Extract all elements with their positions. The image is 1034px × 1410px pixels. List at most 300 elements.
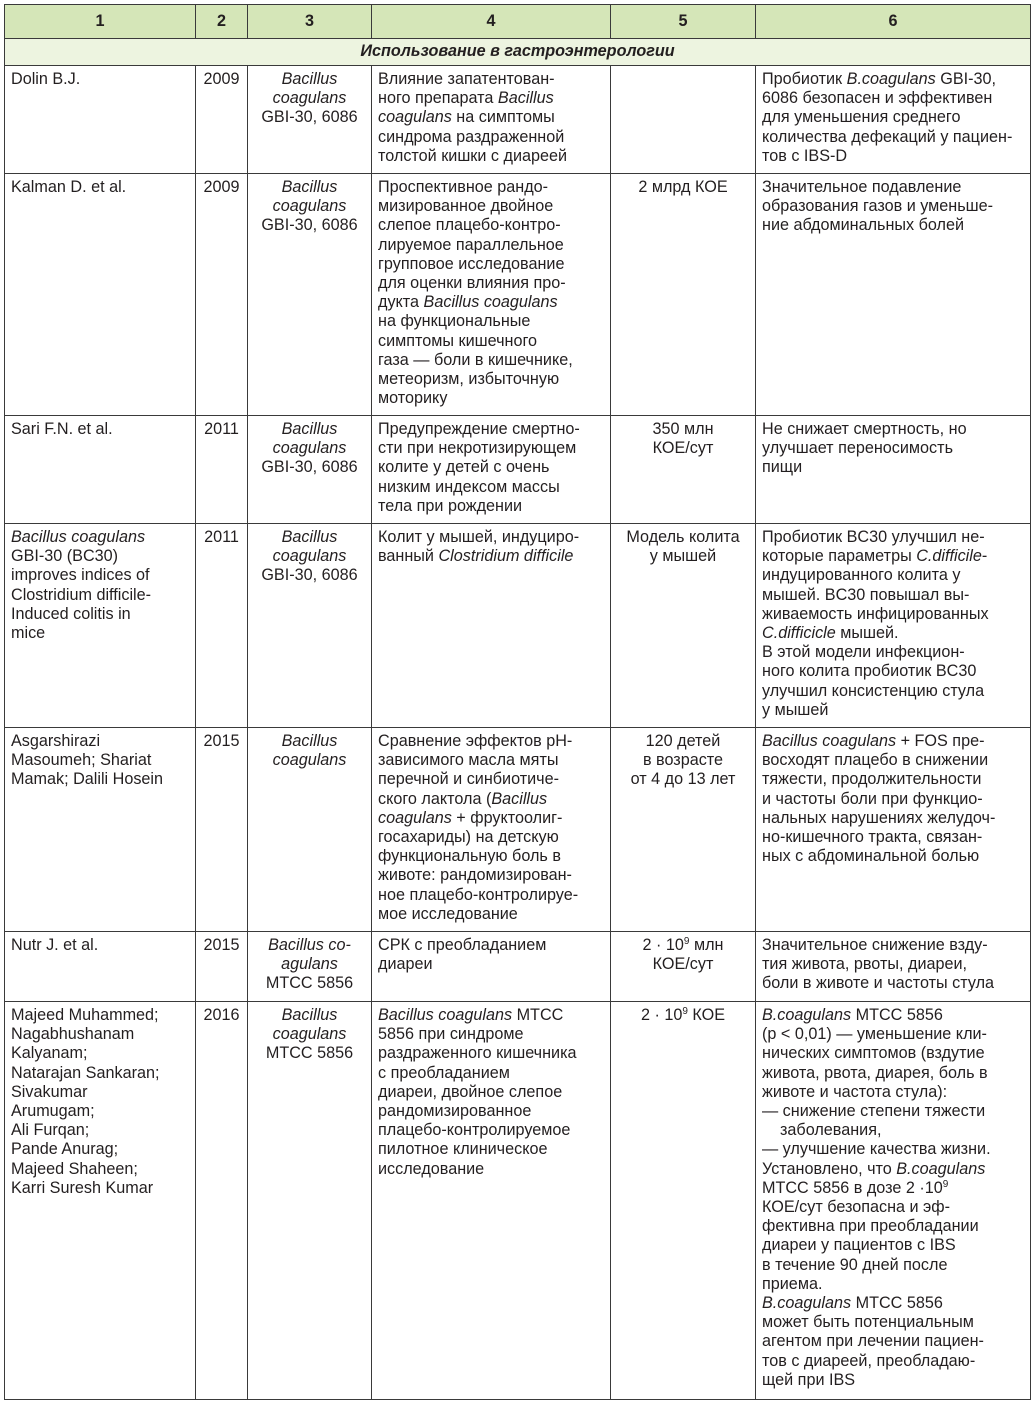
cell-line [202,70,241,89]
table-row [5,932,1031,1002]
cell-line [762,1352,1024,1371]
text-run: исследование [378,1159,485,1178]
col-header-2: 2 [196,5,248,39]
cell-line [378,1025,604,1044]
cell-result [756,174,1031,416]
text-run: и частоты боли при функцио- [762,789,983,808]
text-run: Mamak; Dalili Hosein [11,770,164,789]
cell-strain [248,524,372,728]
cell-line [762,586,1024,605]
text-run: Clostridium difficile [438,547,574,566]
cell-line [378,370,604,389]
text-run: КОЕ [687,1006,726,1024]
col-header-3: 3 [248,5,372,39]
cell-year [196,1002,248,1400]
cell-line [254,732,365,751]
cell-result [756,66,1031,174]
cell-line [378,389,604,408]
text-run: мизированное двойное [378,197,554,216]
cell-dose [611,524,756,728]
cell-dose [611,728,756,932]
text-run: ное плацебо-контролируе- [378,885,579,904]
cell-study [372,416,611,524]
cell-line [378,351,604,370]
text-run: Bacillus coagulans [762,732,897,750]
text-run: ванный [378,547,439,566]
cell-line [762,662,1024,681]
text-run: Induced colitis in [11,604,131,623]
cell-line [762,847,1024,866]
cell-line [11,1160,189,1179]
cell-line [762,147,1024,166]
cell-author [5,1002,196,1400]
text-run: нических симптомов (вздутие [762,1044,985,1063]
text-run: Установлено, что [762,1159,897,1178]
cell-line [378,1064,604,1083]
text-run: B.coagulans [762,1006,852,1024]
cell-line [202,528,241,547]
cell-line [254,197,365,216]
cell-line [617,439,749,458]
cell-line [762,790,1024,809]
cell-line [762,439,1024,458]
text-run: диареи, двойное слепое [378,1082,563,1101]
cell-line [254,89,365,108]
cell-line [762,1083,1024,1102]
text-run: coagulans [378,808,452,827]
cell-line [11,751,189,770]
cell-line [762,955,1024,974]
text-run: Kalman D. et al. [11,178,127,196]
text-run: coagulans [272,197,347,216]
table-body [5,39,1031,1400]
col-header-4: 4 [372,5,611,39]
text-run: 2 · 10 [640,1006,683,1024]
text-run: тела при рождении [378,496,523,515]
text-run: на функциональные [378,312,531,331]
cell-line [378,828,604,847]
text-run: 2 · 10 [642,936,684,954]
text-run: щей при IBS [762,1370,856,1389]
text-run: мое исследование [378,904,518,923]
cell-line [762,70,1024,89]
text-run: 6086 безопасен и эффективен [762,89,993,108]
text-run: — снижение степени тяжести [762,1102,986,1121]
text-run: перечной и синбиотиче- [378,770,560,789]
text-run: Asgarshirazi [11,732,101,750]
text-run: раздраженного кишечника [378,1044,577,1063]
text-run: но-кишечного тракта, связан- [762,828,983,847]
cell-line [378,1160,604,1179]
cell-result [756,932,1031,1002]
text-run: 2015 [203,732,240,750]
cell-year [196,932,248,1002]
text-run: госахариды) на детскую [378,828,559,847]
cell-line [617,936,749,955]
cell-line [254,974,365,993]
text-run: Natarajan Sankaran; [11,1063,160,1082]
cell-line [254,547,365,566]
text-run: ного препарата [378,89,498,108]
cell-line [11,1083,189,1102]
cell-line [378,332,604,351]
text-run: 2 млрд КОЕ [638,178,728,196]
cell-line [254,955,365,974]
text-run: Влияние запатентован- [378,70,555,88]
cell-study [372,524,611,728]
cell-line [11,70,189,89]
cell-line [254,216,365,235]
cell-line [378,178,604,197]
text-run: КОЕ/сут [652,439,714,458]
cell-author [5,728,196,932]
col-header-5: 5 [611,5,756,39]
data-table [4,4,1031,1400]
text-run: Nagabhushanam [11,1025,135,1044]
cell-line [762,1102,1024,1121]
text-run: живота, рвота, диарея, боль в [762,1063,988,1082]
cell-strain [248,174,372,416]
cell-dose [611,174,756,416]
cell-result [756,1002,1031,1400]
text-run: зависимого масла мяты [378,751,559,770]
cell-line [762,1313,1024,1332]
cell-line [762,1044,1024,1063]
text-run: 2016 [203,1006,240,1024]
cell-line [254,178,365,197]
text-run: 2011 [204,420,239,438]
text-run: GBI-30, [935,70,997,88]
cell-line [762,89,1024,108]
cell-year [196,728,248,932]
cell-line [254,751,365,770]
text-run: GBI-30, 6086 [261,566,358,585]
cell-line [378,312,604,331]
cell-study [372,728,611,932]
text-run: Bacillus coagulans [11,528,146,546]
text-run: Bacillus [281,178,338,196]
text-run: ного колита пробиотик BC30 [762,662,977,681]
text-run: MTCC 5856 [851,1006,943,1024]
text-run: слепое плацебо-контро- [378,216,561,235]
section-title: Использование в гастроэнтерологии [5,39,1031,66]
cell-line [378,478,604,497]
cell-line [378,751,604,770]
text-run: Majeed Shaheen; [11,1159,138,1178]
text-run: 120 детей [645,732,721,750]
text-run: coagulans [272,439,347,458]
text-run: GBI-30, 6086 [261,458,358,477]
text-run: диареи у пациентов с IBS [762,1236,956,1255]
superscript: 9 [683,936,690,947]
cell-line [762,1294,1024,1313]
cell-year [196,66,248,174]
text-run: в возрасте [642,751,724,770]
cell-line [617,420,749,439]
text-run: СРК с преобладанием [378,936,547,954]
cell-line [762,1332,1024,1351]
cell-line [378,1140,604,1159]
section-row [5,39,1031,66]
cell-strain [248,932,372,1002]
cell-line [378,732,604,751]
cell-line [11,1025,189,1044]
cell-line [11,1121,189,1140]
cell-line [762,547,1024,566]
cell-line [378,497,604,516]
text-run: + FOS пре- [896,732,985,750]
text-run: нальных нарушениях желудоч- [762,808,996,827]
cell-line [11,178,189,197]
text-run: Nutr J. et al. [11,936,99,954]
cell-line [378,955,604,974]
cell-year [196,416,248,524]
cell-line [11,770,189,789]
text-run: Значительное подавление [762,178,962,196]
table-row [5,174,1031,416]
cell-line [378,274,604,293]
table-row [5,728,1031,932]
text-run: газа — боли в кишечнике, [378,350,573,369]
text-run: coagulans [272,1025,347,1044]
text-run: 2009 [203,178,240,196]
text-run: Arumugam; [11,1102,95,1121]
text-run: от 4 до 13 лет [630,770,736,789]
cell-line [202,936,241,955]
cell-line [378,89,604,108]
cell-line [254,528,365,547]
cell-line [762,1006,1024,1025]
header-row [5,5,1031,39]
text-run: живаемость инфицированных [762,604,989,623]
cell-line [378,547,604,566]
cell-line [378,1006,604,1025]
cell-strain [248,66,372,174]
cell-line [254,458,365,477]
text-run: Ali Furqan; [11,1121,90,1140]
text-run: 2011 [204,528,239,546]
text-run: Сравнение эффектов pH- [378,732,573,750]
cell-line [762,458,1024,477]
text-run: может быть потенциальным [762,1313,974,1332]
text-run: количества дефекаций у пациен- [762,127,1013,146]
text-run: групповое исследование [378,254,565,273]
text-run: тяжести, продолжительности [762,770,982,789]
text-run: мышей. [835,624,899,643]
text-run: Sivakumar [11,1082,88,1101]
cell-line [254,420,365,439]
col-header-6: 6 [756,5,1031,39]
text-run: тов с IBS-D [762,146,848,165]
text-run: низким индексом массы [378,477,560,496]
text-run: улучшил консистенцию стула [762,681,985,700]
cell-author [5,524,196,728]
text-run: Bacillus coagulans [423,293,558,312]
cell-line [762,1256,1024,1275]
cell-line [11,624,189,643]
cell-study [372,1002,611,1400]
cell-line [617,1006,749,1025]
cell-line [762,1275,1024,1294]
cell-line [378,886,604,905]
text-run: coagulans [272,751,347,770]
text-run: coagulans [272,89,347,108]
cell-author [5,66,196,174]
cell-line [378,866,604,885]
cell-year [196,524,248,728]
text-run: MTCC 5856 [265,974,354,993]
text-run: Kalyanam; [11,1044,88,1063]
cell-line [762,809,1024,828]
text-run: сти при некротизирующем [378,439,577,458]
text-run: MTCC 5856 [851,1294,943,1313]
text-run: Clostridium difficile- [11,585,152,604]
cell-result [756,416,1031,524]
text-run: Pande Anurag; [11,1140,119,1159]
text-run: ных с абдоминальной болью [762,847,980,866]
cell-line [762,178,1024,197]
text-run: B.coagulans [762,1294,852,1313]
text-run: КОЕ/сут безопасна и эф- [762,1198,951,1217]
cell-line [762,108,1024,127]
cell-strain [248,1002,372,1400]
cell-line [202,420,241,439]
cell-line [11,1006,189,1025]
cell-line [762,1140,1024,1159]
table-row [5,416,1031,524]
cell-line [762,974,1024,993]
text-run: тов с диареей, преобладаю- [762,1351,976,1370]
cell-line [762,1217,1024,1236]
text-run: - [981,547,988,566]
cell-line [254,108,365,127]
text-run: Проспективное рандо- [378,178,549,196]
cell-line [254,1006,365,1025]
text-run: GBI-30, 6086 [261,216,358,235]
text-run: у мышей [649,547,717,566]
text-run: боли в животе и частоты стула [762,974,995,993]
text-run: Bacillus [281,1006,338,1024]
text-run: КОЕ/сут [652,955,714,974]
text-run: Не снижает смертность, но [762,420,967,438]
cell-dose [611,416,756,524]
text-run: с преобладанием [378,1063,510,1082]
cell-line [378,70,604,89]
text-run: Bacillus coagulans [378,1006,513,1024]
text-run: C.difficicle [762,624,836,643]
cell-line [617,528,749,547]
text-run: Dolin B.J. [11,70,81,88]
text-run: Bacillus co- [268,936,351,954]
text-run: GBI-30 (BC30) [11,547,119,566]
text-run: 2009 [203,70,240,88]
cell-line [378,1121,604,1140]
text-run: Пробиотик BC30 улучшил не- [762,528,985,546]
cell-line [378,1083,604,1102]
text-run: метеоризм, избыточную [378,370,560,389]
text-run: лируемое параллельное [378,235,564,254]
cell-line [378,1102,604,1121]
cell-dose [611,1002,756,1400]
cell-line [762,605,1024,624]
text-run: — улучшение качества жизни. [762,1140,991,1159]
cell-line [11,605,189,624]
text-run: Sari F.N. et al. [11,420,113,438]
cell-strain [248,416,372,524]
text-run: coagulans [378,108,452,127]
cell-line [378,108,604,127]
text-run: у мышей [762,700,829,719]
cell-line [762,1179,1024,1198]
text-run: функциональную боль в [378,847,561,866]
cell-line [378,128,604,147]
cell-line [378,236,604,255]
cell-line [11,1140,189,1159]
cell-line [254,1044,365,1063]
cell-dose [611,66,756,174]
cell-author [5,416,196,524]
cell-line [617,732,749,751]
text-run: Bacillus [491,789,548,808]
cell-line [617,751,749,770]
cell-line [762,1025,1024,1044]
cell-line [11,586,189,605]
text-run: моторику [378,389,448,408]
cell-line [378,255,604,274]
table-row [5,66,1031,174]
text-run: Bacillus [281,528,338,546]
text-run: на симптомы [451,108,555,127]
table-header [5,5,1031,39]
text-run: плацебо-контролируемое [378,1121,571,1140]
cell-line [202,1006,241,1025]
text-run: восходят плацебо в снижении [762,751,989,770]
cell-line [254,1025,365,1044]
cell-line [762,197,1024,216]
text-run: пищи [762,458,803,477]
cell-line [762,216,1024,235]
text-run: Bacillus [281,420,338,438]
superscript: 9 [682,1006,688,1017]
text-run: толстой кишки с диареей [378,146,568,165]
cell-line [11,1179,189,1198]
table-row [5,1002,1031,1400]
cell-line [378,847,604,866]
text-run: MTCC 5856 [265,1044,354,1063]
cell-line [11,732,189,751]
cell-year [196,174,248,416]
text-run: 2015 [203,936,240,954]
cell-line [378,770,604,789]
cell-line [378,197,604,216]
cell-line [762,732,1024,751]
text-run: дукта [378,293,424,312]
cell-line [378,1044,604,1063]
cell-line [378,439,604,458]
cell-line [378,216,604,235]
text-run: для уменьшения среднего [762,108,961,127]
text-run: 5856 при синдроме [378,1025,524,1044]
text-run: индуцированного колита у [762,566,961,585]
cell-line [378,147,604,166]
cell-line [202,732,241,751]
cell-line [762,701,1024,720]
cell-line [617,547,749,566]
cell-study [372,932,611,1002]
text-run: Пробиотик [762,70,847,88]
cell-line [378,936,604,955]
cell-line [11,936,189,955]
